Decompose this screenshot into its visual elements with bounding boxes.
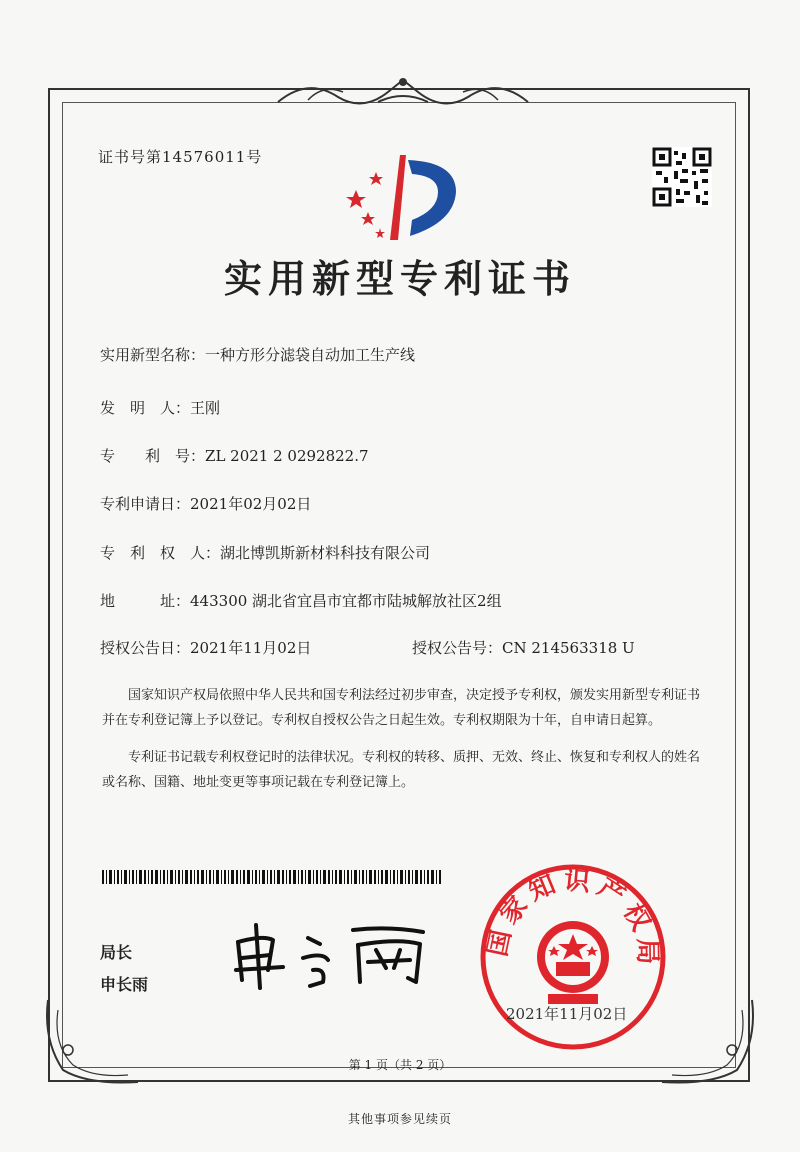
field-label: 专 利 权 人： [100,544,221,562]
cnipa-logo [338,150,468,245]
field-label: 专 利 号： [100,447,206,465]
bottom-right-ornament [652,990,762,1090]
field-inventor [100,397,220,418]
body-paragraph-2: 专利证书记载专利权登记时的法律状况。专利权的转移、质押、无效、终止、恢复和专利权人的姓名或名称、国籍、地址变更等事项记载在专利登记簿上。 [102,750,701,790]
field-utility-model-name [100,344,415,365]
body-paragraph-1: 国家知识产权局依照中华人民共和国专利法经过初步审查，决定授予专利权，颁发实用新型专利证书并在专利登记簿上予以登记。专利权自授权公告之日起生效。专利权期限为十年，自申请日起算。 [102,688,701,728]
director-title: 局长 [100,943,133,962]
field-value: ZL 2021 2 0292822.7 [205,447,369,465]
field-label: 实用新型名称： [100,346,206,364]
field-value: CN 214563318 U [502,639,635,657]
certificate-title: 实用新型专利证书 [223,257,576,301]
field-label: 授权公告号： [412,639,503,657]
field-value: 王刚 [190,399,221,417]
field-patent-number [100,445,369,466]
field-value: 一种方形分滤袋自动加工生产线 [205,346,416,364]
seal-date: 2021年11月02日 [506,1005,628,1023]
field-patentee [100,542,430,563]
national-emblem-icon [537,921,609,1004]
field-announcement-number [412,637,635,658]
field-value: 443300 湖北省宜昌市宜都市陆城解放社区2组 [190,592,502,610]
qr-code-icon [652,147,712,207]
director-signature [228,920,438,990]
field-value: 2021年11月02日 [190,639,312,657]
page-number: 第 1 页（共 2 页） [348,1058,452,1072]
bottom-left-ornament [38,990,148,1090]
field-value: 2021年02月02日 [190,495,312,513]
field-application-date [100,493,311,514]
certificate-number: 证书号第14576011号 [98,148,263,166]
field-label: 授权公告日： [100,639,191,657]
top-ornament [268,72,538,112]
field-address [100,590,502,611]
barcode-icon [102,870,442,884]
footer-note: 其他事项参见续页 [347,1112,452,1126]
field-label: 地 址： [100,592,191,610]
field-label: 专利申请日： [100,495,191,513]
director-name: 申长雨 [100,975,149,994]
seal-text: 国家知识产权局 [482,865,663,971]
field-announcement-date [100,637,311,658]
field-value: 湖北博凯斯新材料科技有限公司 [220,544,431,562]
field-label: 发 明 人： [100,399,191,417]
